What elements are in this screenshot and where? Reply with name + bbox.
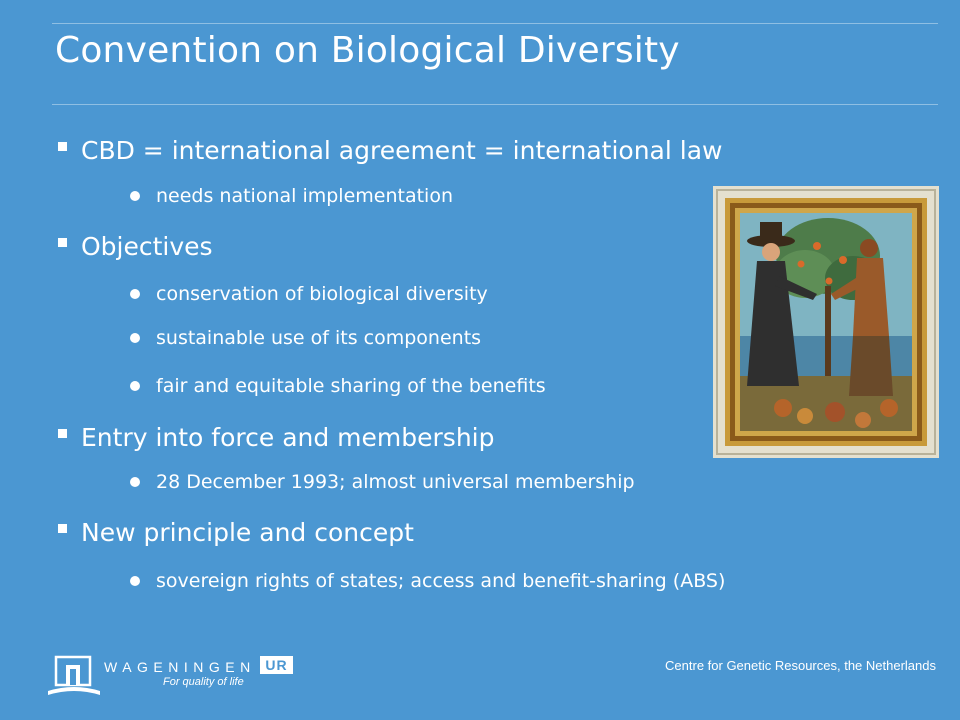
square-bullet-icon [58, 238, 67, 247]
slide-title: Convention on Biological Diversity [55, 30, 680, 71]
top-divider [52, 23, 938, 24]
logo-tagline: For quality of life [163, 676, 244, 688]
square-bullet-icon [58, 524, 67, 533]
round-bullet-icon [130, 191, 140, 201]
round-bullet-icon [130, 477, 140, 487]
logo-wordmark: WAGENINGEN [104, 659, 256, 675]
sub-bullet-text: 28 December 1993; almost universal membership [156, 471, 635, 493]
sub-bullet-text: sustainable use of its components [156, 327, 482, 349]
round-bullet-icon [130, 381, 140, 391]
sub-bullet-text: conservation of biological diversity [156, 283, 488, 305]
painting-illustration [713, 186, 939, 458]
sub-bullet-text: sovereign rights of states; access and benefit-sharing (ABS) [156, 570, 726, 592]
bullet-text: Objectives [81, 232, 213, 261]
title-divider [52, 104, 938, 105]
round-bullet-icon [130, 289, 140, 299]
round-bullet-icon [130, 576, 140, 586]
wageningen-building-icon [44, 651, 104, 701]
square-bullet-icon [58, 429, 67, 438]
bullet-text: Entry into force and membership [81, 423, 495, 452]
bullet-text: CBD = international agreement = international law [81, 136, 723, 165]
logo-ur-badge: UR [260, 656, 293, 674]
round-bullet-icon [130, 333, 140, 343]
framed-painting [713, 186, 939, 458]
bullet-text: New principle and concept [81, 518, 414, 547]
footer-organization: Centre for Genetic Resources, the Netherlands [665, 658, 936, 673]
sub-bullet-text: fair and equitable sharing of the benefits [156, 375, 546, 397]
sub-bullet-text: needs national implementation [156, 185, 454, 207]
square-bullet-icon [58, 142, 67, 151]
